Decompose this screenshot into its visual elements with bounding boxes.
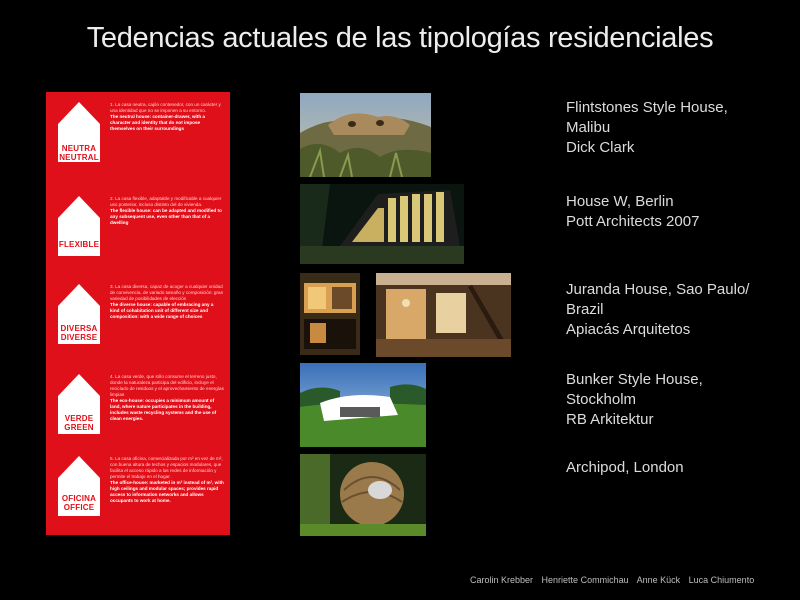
typology-text-en: The diverse house: capable of embracing any a kind of cohabitation unit of different size and composition: with a wide range of choices (110, 302, 214, 319)
caption-line: Bunker Style House, (566, 371, 703, 388)
caption-line: RB Arkitektur (566, 411, 654, 428)
project-caption-4 (566, 370, 786, 430)
photo-archipod (300, 454, 426, 536)
caption-line: Malibu (566, 119, 611, 136)
typology-tag (50, 414, 108, 432)
typology-label-en: DIVERSE (60, 333, 98, 342)
typology-text-en: The eco-house: occupies a minimum amount of land, where nature participates in the building, includes waste recycling systems and the use of clean energies. (110, 398, 217, 421)
typology-label-en: GREEN (64, 423, 94, 432)
typology-label-es: FLEXIBLE (58, 240, 100, 249)
typology-description (110, 456, 224, 504)
project-caption-5 (566, 458, 786, 478)
typology-flexible (46, 190, 230, 278)
typology-label-es: NEUTRA (61, 144, 97, 153)
typology-text-es: 4. La casa verde, que sólo consume el terreno justo, donde la naturaleza participa del edificio, incluye el reciclado de residuos y el aprovechamiento de energías limpias (110, 374, 224, 397)
photo-house-w-berlin (300, 184, 464, 264)
typology-green (46, 368, 230, 456)
caption-line: Archipod, London (566, 459, 684, 476)
typology-tag (50, 240, 108, 249)
typology-label-es: VERDE (64, 414, 94, 423)
project-caption-2 (566, 192, 786, 232)
typology-diverse (46, 278, 230, 366)
credit-name: Anne Kück (636, 575, 681, 585)
project-caption-1 (566, 98, 786, 158)
typology-tag (50, 324, 108, 342)
project-caption-3 (566, 280, 786, 340)
typology-text-en: The flexible house: can be adapted and modified to any subsequent use, even other than that of a dwelling (110, 208, 222, 225)
typology-description (110, 102, 224, 132)
typology-office (46, 450, 230, 538)
caption-line: Pott Architects 2007 (566, 213, 700, 230)
typology-label-es: OFICINA (61, 494, 97, 503)
caption-line: Brazil (566, 301, 604, 318)
typology-label-en: OFFICE (63, 503, 95, 512)
typology-neutral (46, 96, 230, 184)
typology-label-es: DIVERSA (60, 324, 98, 333)
caption-line: Dick Clark (566, 139, 635, 156)
credit-name: Luca Chiumento (688, 575, 755, 585)
typology-description (110, 196, 224, 226)
photo-juranda-house-interior (376, 273, 511, 357)
typology-text-es: 1. La casa neutra, cajón contenedor, con un carácter y una identidad que no se imponen a su entorno. (110, 102, 221, 113)
typology-text-en: The office-house: marketed in m³ instead of m², with high ceilings and modular spaces; provides rapid access to information networks and allows occupants to work at home. (110, 480, 224, 503)
typology-description (110, 284, 224, 320)
photo-bunker-house (300, 363, 426, 447)
credit-name: Carolin Krebber (470, 575, 534, 585)
typology-tag (50, 494, 108, 512)
caption-line: Juranda House, Sao Paulo/ (566, 281, 750, 298)
typology-tag (50, 144, 108, 162)
typology-text-es: 3. La casa diversa, capaz de acoger a cualquier unidad de convivencia, de variado tamaño y composición: gran variedad de posibilidades de elección (110, 284, 224, 301)
typology-text-es: 5. La casa oficina, comercializada por m² en vez de m², con buena altura de techos y espacios modulares, que facilita el acceso rápido a las redes de información y permite el trabajo en el hogar. (110, 456, 223, 479)
caption-line: Stockholm (566, 391, 637, 408)
slide-title: Tedencias actuales de las tipologías residenciales (86, 22, 714, 54)
typology-panel (46, 92, 230, 535)
caption-line: Flintstones Style House, (566, 99, 728, 116)
photo-flintstones-house (300, 93, 431, 177)
typology-text-es: 2. La casa flexible, adaptable y modificable a cualquier uso posterior, incluso distinto del de vivienda. (110, 196, 222, 207)
credit-name: Henriette Commichau (541, 575, 629, 585)
photo-juranda-house-exterior (300, 273, 360, 355)
caption-line: House W, Berlin (566, 193, 674, 210)
typology-description (110, 374, 224, 422)
typology-text-en: The neutral house: container-drawer, with a character and identity that do not impose themselves on their surroundings (110, 114, 205, 131)
typology-label-en: NEUTRAL (59, 153, 99, 162)
caption-line: Apiacás Arquitetos (566, 321, 691, 338)
author-credits (470, 575, 790, 585)
